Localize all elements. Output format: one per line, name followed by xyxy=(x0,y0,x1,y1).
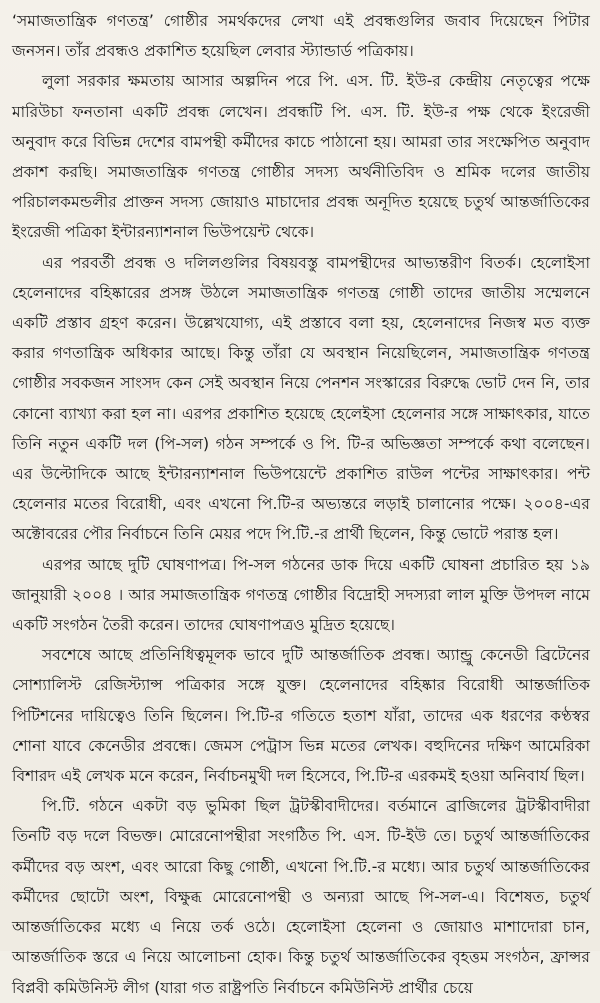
paragraph-1: ‘সমাজতান্ত্রিক গণতন্ত্র’ গোষ্ঠীর সমর্থকদের লেখা এই প্রবন্ধগুলির জবাব দিয়েছেন পিটার জনসন। তাঁর প্রবন্ধও প্রকাশিত হয়েছিল লেবার স্ট্যান্ডার্ড পত্রিকায়। xyxy=(12,12,590,61)
paragraph-4: এরপর আছে দুটি ঘোষণাপত্র। পি-সল গঠনের ডাক দিয়ে একটি ঘোষনা প্রচারিত হয় ১৯ জানুয়ারী ২০০৪ । আর সমাজতান্ত্রিক গণতন্ত্র গোষ্ঠীর বিদ্রোহী সদস্যরা লাল মুক্তি উপদল নামে একটি সংগঠন তৈরী করেন। তাদের ঘোষণাপত্রও মুদ্রিত হয়েছে। xyxy=(12,555,590,635)
paragraph-6: পি.টি. গঠনে একটা বড় ভুমিকা ছিল ট্রটস্কীবাদীদের। বর্তমানে ব্রাজিলের ট্রটস্কীবাদীরা তিনটি বড় দলে বিভক্ত। মোরেনোপন্থীরা সংগঠিত পি. এস. টি-ইউ তে। চতুর্থ আন্তর্জাতিকের কর্মীদের বড় অংশ, এবং আরো কিছু গোষ্ঠী, এখনো পি.টি.-র মধ্যে। আর চতুর্থ আন্তর্জাতিকের কর্মীদের ছোটো অংশ, বিক্ষুব্ধ মোরেনোপন্থী ও অন্যরা আছে পি-সল-এ। বিশেষত, চতুর্থ আন্তর্জাতিকের মধ্যে এ নিয়ে তর্ক ওঠে। হেলোইসা হেলেনা ও জোয়াও মাশাদোরা চান, আন্তর্জাতিক স্তরে এ নিয়ে আলোচনা হোক। কিন্তু চতুর্থ আন্তর্জাতিকের বৃহত্তম সংগঠন, ফ্রান্সর বিপ্লবী কমিউনিস্ট লীগ (যারা গত রাষ্ট্রপতি নির্বাচনে কমিউনিস্ট প্রার্থীর চেয়ে xyxy=(12,797,590,997)
paragraph-3: এর পরবর্তী প্রবন্ধ ও দলিলগুলির বিষয়বস্তু বামপন্থীদের আভ্যন্তরীণ বিতর্ক। হেলোইসা হেলেনাদের বহিষ্কারের প্রসঙ্গ উঠলে সমাজতান্ত্রিক গণতন্ত্র গোষ্ঠী তাদের জাতীয় সম্মেলনে একটি প্রস্তাব গ্রহণ করেন। উল্লেখযোগ্য, এই প্রস্তাবে বলা হয়, হেলেনাদের নিজস্ব মত ব্যক্ত করার গণতান্ত্রিক অধিকার আছে। কিন্তু তাঁরা যে অবস্থান নিয়েছিলেন, সমাজতান্ত্রিক গণতন্ত্র গোষ্ঠীর সবকজন সাংসদ কেন সেই অবস্থান নিয়ে পেনশন সংস্কারের বিরুদ্ধে ভোট দেন নি, তার কোনো ব্যাখ্যা করা হল না। এরপর প্রকাশিত হয়েছে হেলেইসা হেলেনার সঙ্গে সাক্ষাৎকার, যাতে তিনি নতুন একটি দল (পি-সল) গঠন সম্পর্কে ও পি. টি-র অভিজ্ঞতা সম্পর্কে কথা বলেছেন। এর উল্টোদিকে আছে ইন্টারন্যাশনাল ভিউপয়েন্টে প্রকাশিত রাউল পন্টের সাক্ষাৎকার। পন্ট হেলেনার মতের বিরোধী, এবং এখনো পি.টি-র অভ্যন্তরে লড়াই চালানোর পক্ষে। ২০০৪-এর অক্টোবরের পৌর নির্বাচনে তিনি মেয়র পদে পি.টি.-র প্রার্থী ছিলেন, কিন্তু ভোটে পরাস্ত হল। xyxy=(12,253,590,544)
paragraph-2: লুলা সরকার ক্ষমতায় আসার অল্পদিন পরে পি. এস. টি. ইউ-র কেন্দ্রীয় নেতৃত্বের পক্ষে মারিউচা ফনতানা একটি প্রবন্ধ লেখেন। প্রবন্ধটি পি. এস. টি. ইউ-র পক্ষ থেকে ইংরেজী অনুবাদ করে বিভিন্ন দেশের বামপন্থী কর্মীদের কাচে পাঠানো হয়। আমরা তার সংক্ষেপিত অনুবাদ প্রকাশ করছি। সমাজতান্ত্রিক গণতন্ত্র গোষ্ঠীর সদস্য অর্থনীতিবিদ ও শ্রমিক দলের জাতীয় পরিচালকমন্ডলীর প্রাক্তন সদস্য জোয়াও মাচাদোর প্রবন্ধ অনূদিত হয়েছে চতুর্থ আন্তর্জাতিকের ইংরেজী পত্রিকা ইন্টারন্যাশনাল ভিউপয়েন্ট থেকে। xyxy=(12,72,590,242)
paragraph-5: সবশেষে আছে প্রতিনিধিত্বমূলক ভাবে দুটি আন্তর্জাতিক প্রবন্ধ। অ্যান্ড্রু কেনেডী ব্রিটেনের সোশ্যালিস্ট রেজিস্ট্যান্স পত্রিকার সঙ্গে যুক্ত। হেলেনাদের বহিষ্কার বিরোধী আন্তর্জাতিক পিটিশনের দায়িত্বেও তিনি ছিলেন। পি.টি-র গতিতে হতাশ যাঁরা, তাদের এক ধরণের কণ্ঠস্বর শোনা যাবে কেনেডীর প্রবন্ধে। জেমস পেট্রাস ভিন্ন মতের লেখক। বহুদিনের দক্ষিণ আমেরিকা বিশারদ এই লেখক মনে করেন, নির্বাচনমুখী দল হিসেবে, পি.টি-র এরকমই হওয়া অনিবার্য ছিল। xyxy=(12,646,590,786)
